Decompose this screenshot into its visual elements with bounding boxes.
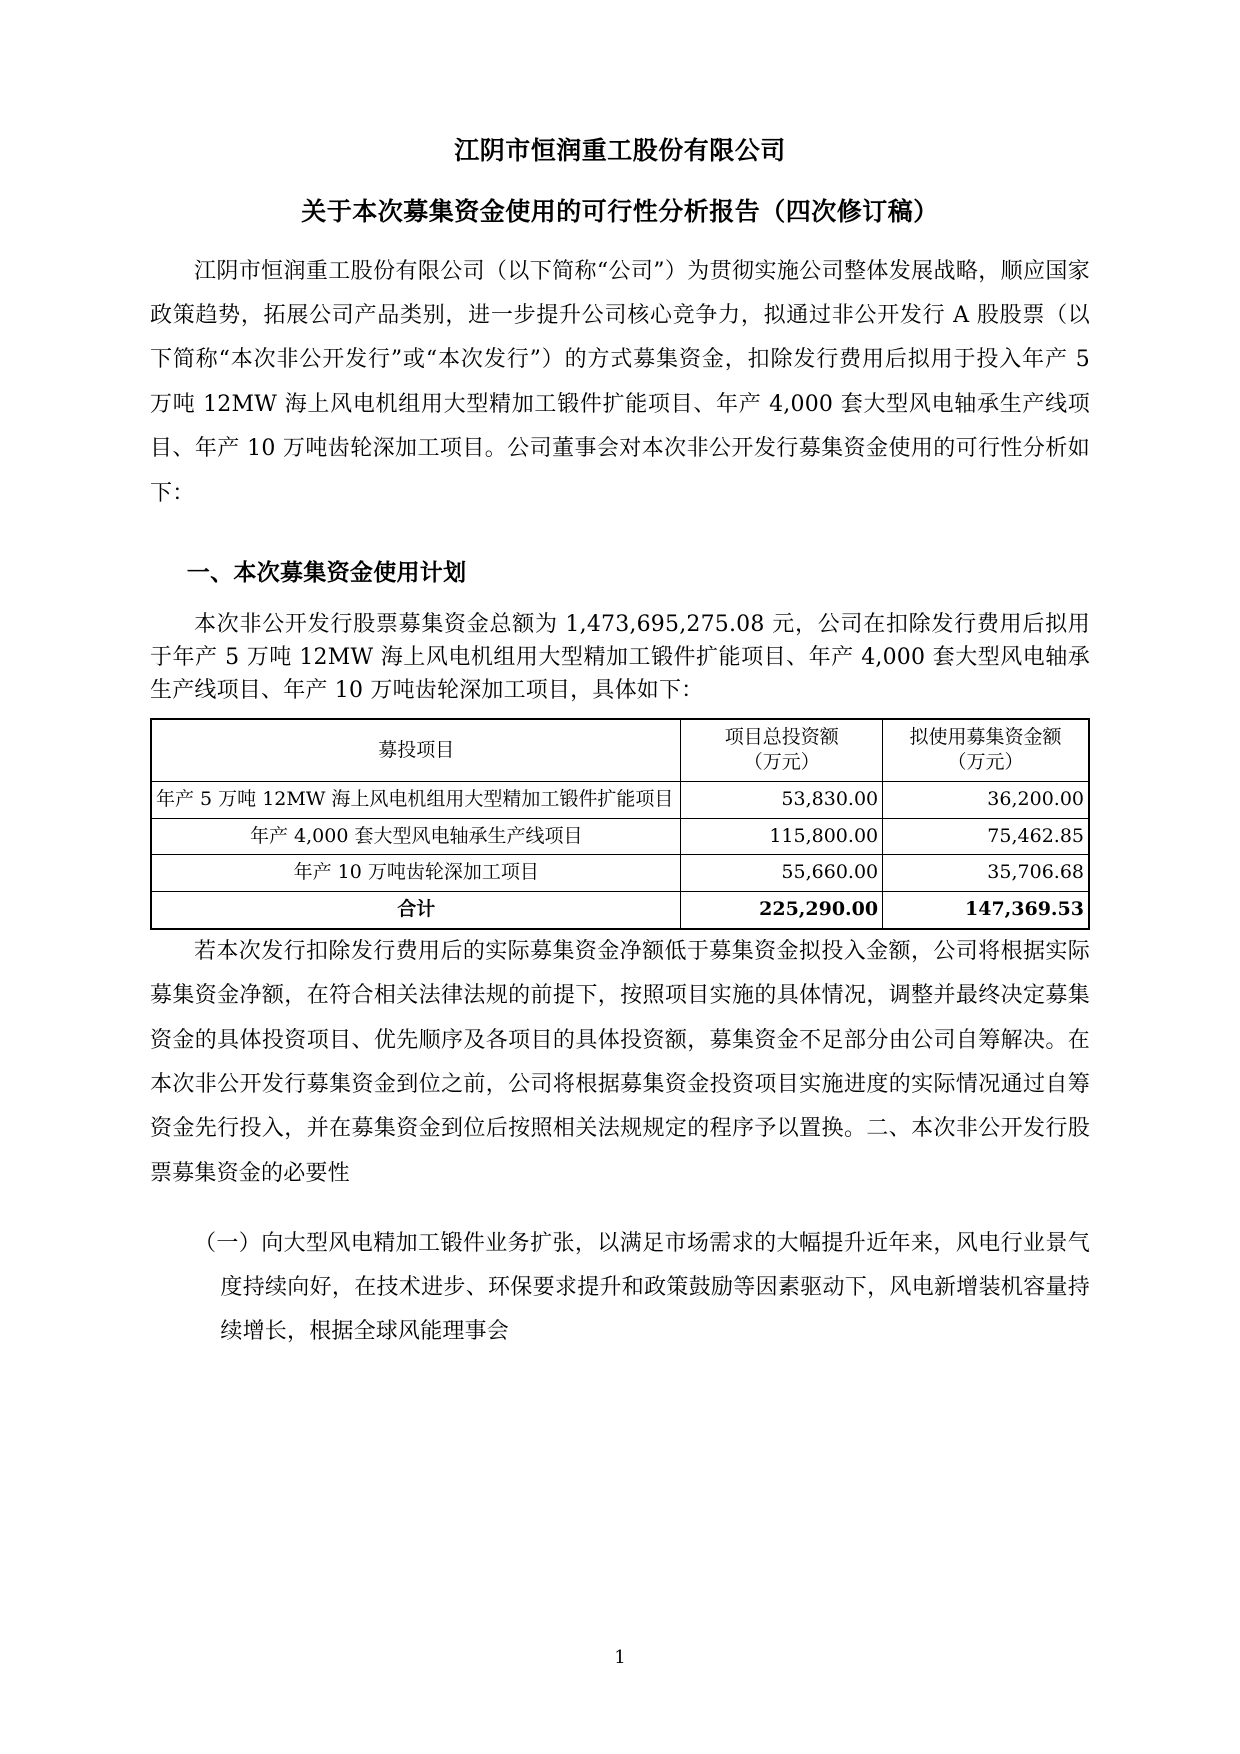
table-header-raised-funds [883, 719, 1089, 782]
section-one-paragraph: 本次非公开发行股票募集资金总额为 1,473,695,275.08 元，公司在扣除发行费用后拟用于年产 5 万吨 12MW 海上风电机组用大型精加工锻件扩能项目、年产 4,000 套大型风电轴承生产线项目、年产 10 万吨齿轮深加工项目，具体如下： [150, 611, 1090, 704]
table-header-project: 募投项目 [151, 719, 681, 782]
table-cell-project: 年产 4,000 套大型风电轴承生产线项目 [151, 818, 681, 855]
section-heading-one: 一、本次募集资金使用计划 [186, 559, 467, 587]
table-header-row [151, 719, 1089, 782]
table-cell-total-label: 合计 [151, 892, 681, 929]
header-raised-funds-line1: 拟使用募集资金额 [909, 725, 1062, 748]
header-total-investment-unit: （万元） [743, 751, 820, 774]
table-cell-project: 年产 10 万吨齿轮深加工项目 [151, 855, 681, 892]
table-row [151, 782, 1089, 819]
table-header-total-investment [681, 719, 883, 782]
intro-paragraph: 江阴市恒润重工股份有限公司（以下简称“公司”）为贯彻实施公司整体发展战略，顺应国家政策趋势，拓展公司产品类别，进一步提升公司核心竞争力，拟通过非公开发行 A 股股票（以下简称“本次非公开发行”或“本次发行”）的方式募集资金，扣除发行费用后拟用于投入年产 5 万吨 12MW 海上风电机组用大型精加工锻件扩能项目、年产 4,000 套大型风电轴承生产线项目、年产 10 万吨齿轮深加工项目。公司董事会对本次非公开发行募集资金使用的可行性分析如下： [150, 258, 1090, 506]
table-total-row [151, 892, 1089, 929]
table-cell-raised-funds: 36,200.00 [883, 782, 1089, 819]
header-total-investment-line1: 项目总投资额 [724, 725, 839, 748]
page-number: 1 [614, 1647, 626, 1668]
table-cell-total-investment: 55,660.00 [681, 855, 883, 892]
table-cell-raised-funds: 35,706.68 [883, 855, 1089, 892]
document-title-company: 江阴市恒润重工股份有限公司 [454, 136, 786, 165]
fund-usage-table [150, 718, 1090, 930]
table-cell-project: 年产 5 万吨 12MW 海上风电机组用大型精加工锻件扩能项目 [151, 782, 681, 819]
document-title-subject: 关于本次募集资金使用的可行性分析报告（四次修订稿） [301, 196, 939, 226]
after-table-paragraph: 若本次发行扣除发行费用后的实际募集资金净额低于募集资金拟投入金额，公司将根据实际募集资金净额，在符合相关法律法规的前提下，按照项目实施的具体情况，调整并最终决定募集资金的具体投资项目、优先顺序及各项目的具体投资额，募集资金不足部分由公司自筹解决。在本次非公开发行募集资金到位之前，公司将根据募集资金投资项目实施进度的实际情况通过自筹资金先行投入，并在募集资金到位后按照相关法规规定的程序予以置换。二、本次非公开发行股票募集资金的必要性 [150, 938, 1090, 1186]
table-cell-raised-funds: 75,462.85 [883, 818, 1089, 855]
table-cell-raised-funds-sum: 147,369.53 [883, 892, 1089, 929]
table-row [151, 818, 1089, 855]
table-cell-total-investment-sum: 225,290.00 [681, 892, 883, 929]
list-item: （一）向大型风电精加工锻件业务扩张，以满足市场需求的大幅提升近年来，风电行业景气度持续向好，在技术进步、环保要求提升和政策鼓励等因素驱动下，风电新增装机容量持续增长，根据全球风能理事会 [194, 1231, 1090, 1345]
header-raised-funds-unit: （万元） [947, 751, 1024, 774]
table-row [151, 855, 1089, 892]
table-cell-total-investment: 53,830.00 [681, 782, 883, 819]
table-cell-total-investment: 115,800.00 [681, 818, 883, 855]
